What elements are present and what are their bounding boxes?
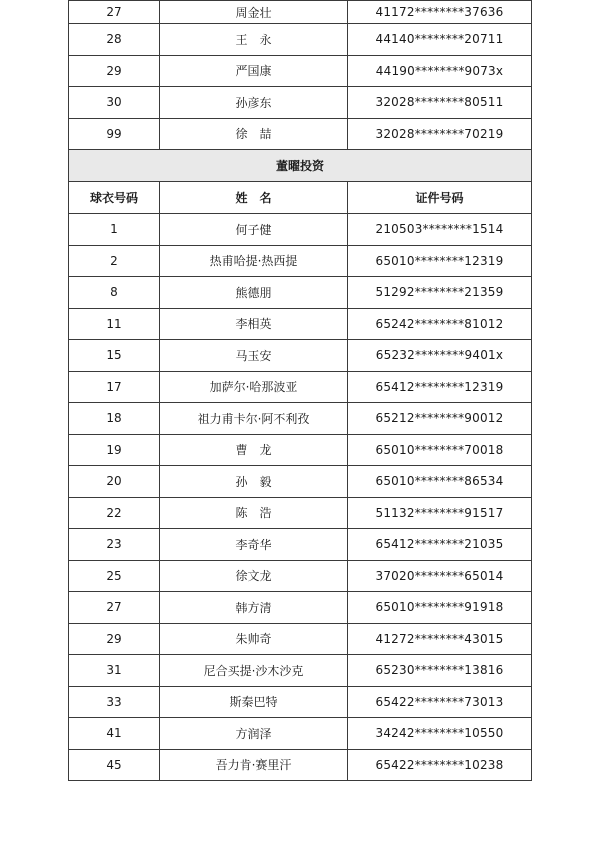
table-header-row [69, 182, 532, 214]
cell-id-number: 65232********9401x [348, 340, 532, 372]
cell-id-number: 65242********81012 [348, 308, 532, 340]
cell-jersey-number: 23 [69, 529, 160, 561]
cell-player-name: 孙彦东 [160, 87, 348, 119]
cell-player-name: 李相英 [160, 308, 348, 340]
table-row [69, 277, 532, 309]
cell-id-number: 65422********10238 [348, 749, 532, 781]
cell-jersey-number: 2 [69, 245, 160, 277]
cell-player-name: 尼合买提·沙木沙克 [160, 655, 348, 687]
table-row [69, 24, 532, 56]
cell-player-name: 严国康 [160, 55, 348, 87]
cell-jersey-number: 31 [69, 655, 160, 687]
table-row [69, 118, 532, 150]
cell-id-number: 65010********70018 [348, 434, 532, 466]
cell-jersey-number: 22 [69, 497, 160, 529]
cell-id-number: 65412********21035 [348, 529, 532, 561]
table-row [69, 686, 532, 718]
cell-player-name: 斯秦巴特 [160, 686, 348, 718]
cell-player-name: 祖力甫卡尔·阿不利孜 [160, 403, 348, 435]
table-row [69, 403, 532, 435]
cell-id-number: 34242********10550 [348, 718, 532, 750]
roster-body [69, 1, 532, 781]
cell-jersey-number: 28 [69, 24, 160, 56]
cell-id-number: 65212********90012 [348, 403, 532, 435]
cell-player-name: 熊德朋 [160, 277, 348, 309]
cell-player-name: 吾力肯·赛里汗 [160, 749, 348, 781]
table-row [69, 214, 532, 246]
table-row [69, 655, 532, 687]
cell-player-name: 孙 毅 [160, 466, 348, 498]
table-row [69, 87, 532, 119]
section-title-row [69, 150, 532, 182]
table-row [69, 1, 532, 24]
cell-jersey-number: 29 [69, 623, 160, 655]
cell-id-number: 51292********21359 [348, 277, 532, 309]
cell-player-name: 加萨尔·哈那波亚 [160, 371, 348, 403]
cell-jersey-number: 20 [69, 466, 160, 498]
cell-player-name: 周金壮 [160, 1, 348, 24]
cell-jersey-number: 27 [69, 1, 160, 24]
cell-jersey-number: 41 [69, 718, 160, 750]
cell-player-name: 徐文龙 [160, 560, 348, 592]
cell-id-number: 65010********91918 [348, 592, 532, 624]
table-row [69, 623, 532, 655]
cell-id-number: 65422********73013 [348, 686, 532, 718]
cell-player-name: 朱帅奇 [160, 623, 348, 655]
table-row [69, 340, 532, 372]
cell-jersey-number: 25 [69, 560, 160, 592]
cell-player-name: 徐 喆 [160, 118, 348, 150]
cell-player-name: 热甫哈提·热西提 [160, 245, 348, 277]
header-name: 姓 名 [160, 182, 348, 214]
cell-jersey-number: 11 [69, 308, 160, 340]
table-row [69, 55, 532, 87]
table-row [69, 466, 532, 498]
cell-jersey-number: 33 [69, 686, 160, 718]
cell-id-number: 37020********65014 [348, 560, 532, 592]
cell-id-number: 65412********12319 [348, 371, 532, 403]
cell-id-number: 51132********91517 [348, 497, 532, 529]
cell-id-number: 32028********80511 [348, 87, 532, 119]
cell-id-number: 41172********37636 [348, 1, 532, 24]
cell-player-name: 李奇华 [160, 529, 348, 561]
roster-table [68, 0, 532, 781]
cell-player-name: 曹 龙 [160, 434, 348, 466]
cell-jersey-number: 99 [69, 118, 160, 150]
cell-id-number: 65010********86534 [348, 466, 532, 498]
cell-jersey-number: 27 [69, 592, 160, 624]
cell-id-number: 65010********12319 [348, 245, 532, 277]
cell-player-name: 陈 浩 [160, 497, 348, 529]
table-row [69, 434, 532, 466]
header-id: 证件号码 [348, 182, 532, 214]
cell-jersey-number: 17 [69, 371, 160, 403]
cell-id-number: 210503********1514 [348, 214, 532, 246]
cell-jersey-number: 19 [69, 434, 160, 466]
table-row [69, 308, 532, 340]
table-row [69, 560, 532, 592]
cell-jersey-number: 45 [69, 749, 160, 781]
cell-jersey-number: 30 [69, 87, 160, 119]
cell-id-number: 44190********9073x [348, 55, 532, 87]
cell-player-name: 何子健 [160, 214, 348, 246]
cell-id-number: 44140********20711 [348, 24, 532, 56]
cell-jersey-number: 1 [69, 214, 160, 246]
cell-id-number: 41272********43015 [348, 623, 532, 655]
table-row [69, 749, 532, 781]
table-row [69, 371, 532, 403]
table-row [69, 718, 532, 750]
cell-jersey-number: 15 [69, 340, 160, 372]
table-row [69, 245, 532, 277]
cell-player-name: 方润泽 [160, 718, 348, 750]
cell-jersey-number: 18 [69, 403, 160, 435]
cell-player-name: 韩方清 [160, 592, 348, 624]
cell-player-name: 王 永 [160, 24, 348, 56]
cell-player-name: 马玉安 [160, 340, 348, 372]
table-row [69, 592, 532, 624]
cell-id-number: 65230********13816 [348, 655, 532, 687]
cell-jersey-number: 8 [69, 277, 160, 309]
cell-jersey-number: 29 [69, 55, 160, 87]
section-title: 董曜投资 [69, 150, 532, 182]
table-row [69, 497, 532, 529]
cell-id-number: 32028********70219 [348, 118, 532, 150]
table-row [69, 529, 532, 561]
header-number: 球衣号码 [69, 182, 160, 214]
